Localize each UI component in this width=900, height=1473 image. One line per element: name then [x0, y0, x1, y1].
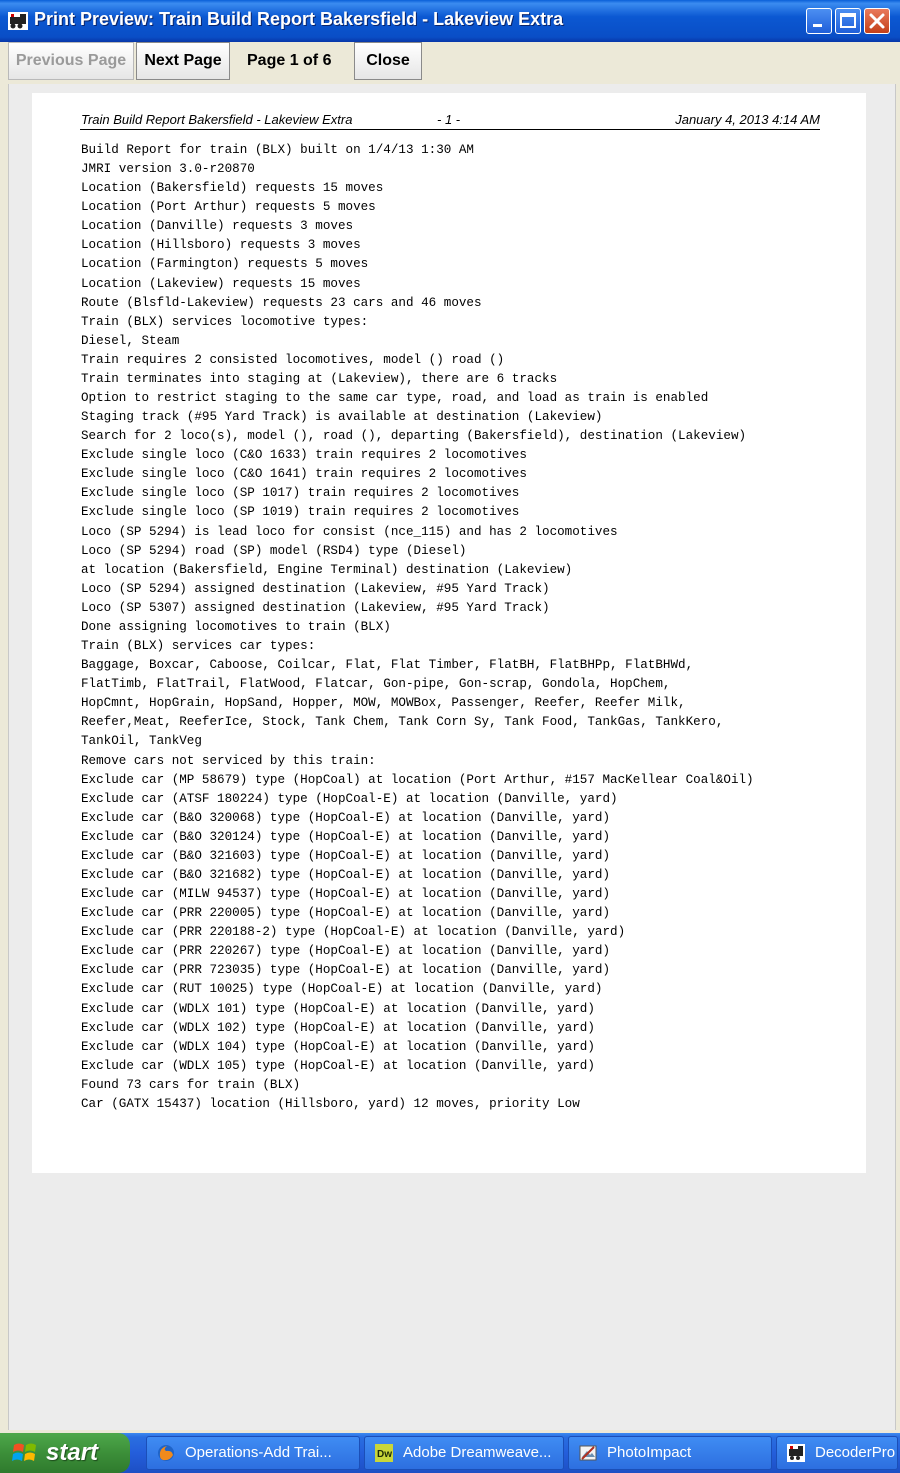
window-titlebar[interactable] [0, 0, 900, 42]
page-indicator: Page 1 of 6 [247, 52, 332, 69]
report-line: Baggage, Boxcar, Caboose, Coilcar, Flat, Flat Timber, FlatBH, FlatBHPp, FlatBHWd, [81, 658, 694, 673]
report-line: Location (Hillsboro) requests 3 moves [81, 238, 361, 253]
close-window-button[interactable] [864, 8, 890, 34]
window-title: Print Preview: Train Build Report Bakersfield - Lakeview Extra [34, 9, 564, 29]
close-button[interactable]: Close [354, 42, 422, 80]
task-label: Adobe Dreamweave... [403, 1444, 552, 1461]
report-line: Exclude car (B&O 321603) type (HopCoal-E) at location (Danville, yard) [81, 848, 611, 863]
report-line: at location (Bakersfield, Engine Terminal) destination (Lakeview) [81, 562, 573, 577]
task-label: PhotoImpact [607, 1444, 692, 1461]
report-line: Exclude single loco (C&O 1633) train requires 2 locomotives [81, 448, 527, 463]
dreamweaver-icon [375, 1444, 393, 1462]
preview-scroll-area[interactable] [8, 84, 896, 1430]
report-line: Exclude single loco (SP 1017) train requires 2 locomotives [81, 486, 520, 501]
task-dreamweaver[interactable] [364, 1436, 564, 1470]
report-line: Exclude car (MP 58679) type (HopCoal) at location (Port Arthur, #157 MacKellear Coal&Oil) [81, 772, 754, 787]
report-line: Train requires 2 consisted locomotives, model () road () [81, 352, 505, 367]
report-line: Exclude car (WDLX 104) type (HopCoal-E) at location (Danville, yard) [81, 1039, 595, 1054]
decoderpro-icon [787, 1444, 805, 1462]
start-label: start [46, 1439, 99, 1466]
report-line: Exclude single loco (SP 1019) train requires 2 locomotives [81, 505, 520, 520]
report-line: Train terminates into staging at (Lakeview), there are 6 tracks [81, 371, 558, 386]
task-photoimpact[interactable] [568, 1436, 772, 1470]
windows-taskbar [0, 1433, 900, 1473]
report-line: JMRI version 3.0-r20870 [81, 162, 255, 177]
task-label: DecoderPro [815, 1444, 896, 1461]
minimize-button[interactable] [806, 8, 832, 34]
report-line: Exclude car (B&O 320124) type (HopCoal-E) at location (Danville, yard) [81, 829, 611, 844]
task-decoderpro[interactable] [776, 1436, 898, 1470]
preview-toolbar [0, 42, 900, 84]
header-rule [80, 129, 820, 130]
report-line: Found 73 cars for train (BLX) [81, 1077, 301, 1092]
train-app-icon [8, 12, 28, 30]
report-line: Car (GATX 15437) location (Hillsboro, yard) 12 moves, priority Low [81, 1096, 580, 1111]
report-line: Loco (SP 5294) is lead loco for consist (nce_115) and has 2 locomotives [81, 524, 618, 539]
report-line: Option to restrict staging to the same car type, road, and load as train is enabled [81, 391, 709, 406]
report-line: Exclude car (RUT 10025) type (HopCoal-E) at location (Danville, yard) [81, 982, 603, 997]
page-header-number: - 1 - [437, 112, 461, 127]
report-line: Exclude car (PRR 723035) type (HopCoal-E) at location (Danville, yard) [81, 963, 611, 978]
report-line: Train (BLX) services locomotive types: [81, 314, 369, 329]
minimize-icon [807, 9, 831, 33]
report-line: Build Report for train (BLX) built on 1/4/13 1:30 AM [81, 143, 474, 157]
report-page [32, 93, 866, 1173]
report-line: Location (Bakersfield) requests 15 moves [81, 181, 384, 196]
report-line: FlatTimb, FlatTrail, FlatWood, Flatcar, Gon-pipe, Gon-scrap, Gondola, HopChem, [81, 677, 671, 692]
page-header-date: January 4, 2013 4:14 AM [675, 112, 820, 127]
report-line: Exclude car (PRR 220188-2) type (HopCoal-E) at location (Danville, yard) [81, 925, 626, 940]
report-line: Location (Farmington) requests 5 moves [81, 257, 369, 272]
svg-text:Dw: Dw [377, 1449, 392, 1460]
maximize-icon [836, 9, 860, 33]
report-line: Location (Lakeview) requests 15 moves [81, 276, 361, 291]
report-line: Exclude car (MILW 94537) type (HopCoal-E) at location (Danville, yard) [81, 887, 611, 902]
report-line: Exclude car (PRR 220267) type (HopCoal-E) at location (Danville, yard) [81, 944, 611, 959]
maximize-button[interactable] [835, 8, 861, 34]
windows-logo-icon [12, 1441, 40, 1465]
report-line: Exclude car (WDLX 105) type (HopCoal-E) at location (Danville, yard) [81, 1058, 595, 1073]
report-line: Staging track (#95 Yard Track) is available at destination (Lakeview) [81, 410, 603, 425]
report-line: Reefer,Meat, ReeferIce, Stock, Tank Chem, Tank Corn Sy, Tank Food, TankGas, TankKero, [81, 715, 724, 730]
report-text [81, 141, 754, 1114]
report-line: Route (Blsfld-Lakeview) requests 23 cars and 46 moves [81, 295, 482, 310]
report-line: Diesel, Steam [81, 333, 180, 348]
report-line: Exclude car (B&O 320068) type (HopCoal-E) at location (Danville, yard) [81, 810, 611, 825]
report-line: Exclude car (B&O 321682) type (HopCoal-E) at location (Danville, yard) [81, 867, 611, 882]
report-line: Exclude car (ATSF 180224) type (HopCoal-E) at location (Danville, yard) [81, 791, 618, 806]
report-line: Exclude car (WDLX 101) type (HopCoal-E) at location (Danville, yard) [81, 1001, 595, 1016]
page-header-title: Train Build Report Bakersfield - Lakeview Extra [81, 112, 353, 127]
report-line: Exclude car (WDLX 102) type (HopCoal-E) at location (Danville, yard) [81, 1020, 595, 1035]
report-line: Location (Port Arthur) requests 5 moves [81, 200, 376, 215]
report-line: Loco (SP 5294) assigned destination (Lakeview, #95 Yard Track) [81, 581, 550, 596]
next-page-button[interactable]: Next Page [136, 42, 230, 80]
report-line: Loco (SP 5294) road (SP) model (RSD4) type (Diesel) [81, 543, 467, 558]
report-line: Remove cars not serviced by this train: [81, 753, 376, 768]
report-line: TankOil, TankVeg [81, 734, 202, 749]
task-operations[interactable] [146, 1436, 360, 1470]
firefox-icon [157, 1444, 175, 1462]
report-line: Done assigning locomotives to train (BLX) [81, 619, 391, 634]
report-line: Train (BLX) services car types: [81, 639, 316, 654]
report-line: Exclude single loco (C&O 1641) train requires 2 locomotives [81, 467, 527, 482]
report-line: Loco (SP 5307) assigned destination (Lakeview, #95 Yard Track) [81, 600, 550, 615]
report-line: Search for 2 loco(s), model (), road (), departing (Bakersfield), destination (Lakeview) [81, 429, 747, 444]
report-line: HopCmnt, HopGrain, HopSand, Hopper, MOW, MOWBox, Passenger, Reefer, Reefer Milk, [81, 696, 686, 711]
previous-page-button[interactable]: Previous Page [8, 42, 134, 80]
report-line: Location (Danville) requests 3 moves [81, 219, 354, 234]
close-icon [865, 9, 889, 33]
start-button[interactable] [0, 1433, 130, 1473]
report-line: Exclude car (PRR 220005) type (HopCoal-E) at location (Danville, yard) [81, 906, 611, 921]
task-label: Operations-Add Trai... [185, 1444, 332, 1461]
photoimpact-icon [579, 1444, 597, 1462]
